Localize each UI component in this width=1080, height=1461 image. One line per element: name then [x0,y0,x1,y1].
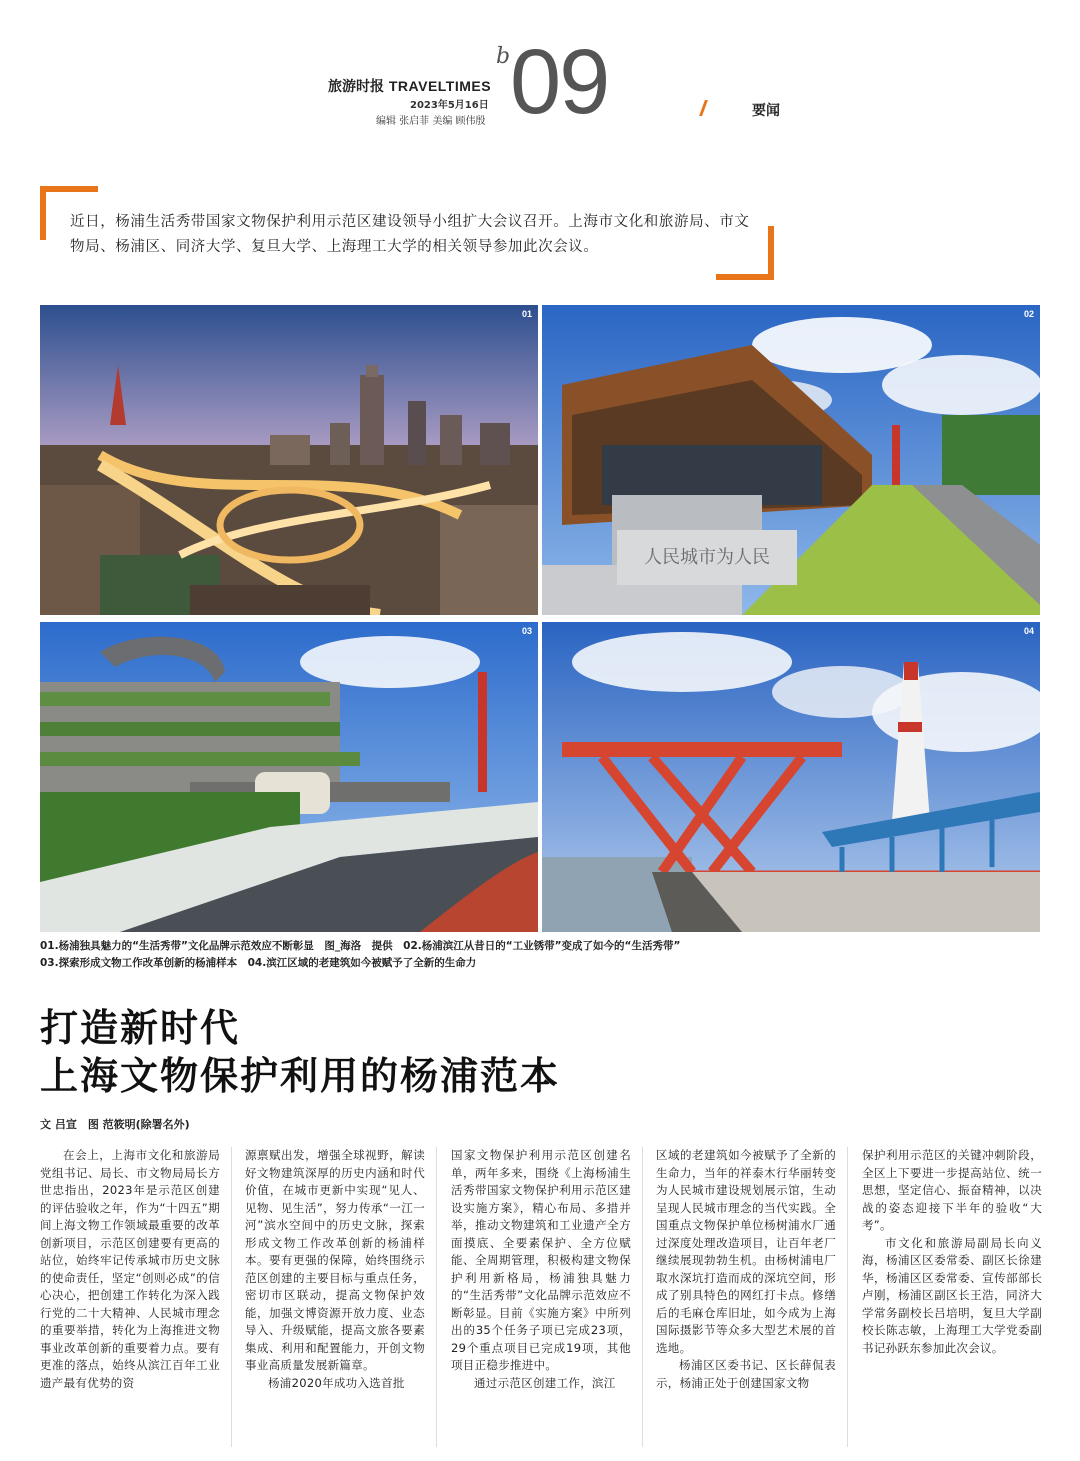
caption-line-1: 01.杨浦独具魅力的“生活秀带”文化品牌示范效应不断彰显 图_海洛 提供 02.杨浦滨江从昔日的“工业锈带”变成了如今的“生活秀带” [40,940,681,952]
article-column-2 [245,1147,425,1392]
masthead-paper-name [328,76,491,96]
paragraph: 保护利用示范区的关键冲刺阶段，全区上下要进一步提高站位、统一思想，坚定信心、振奋精神，以决战的姿态迎接下半年的验收“大考”。 [862,1148,1042,1232]
headline-line-1: 打造新时代 [40,1005,241,1050]
paragraph: 源禀赋出发，增强全球视野，解读好文物建筑深厚的历史内涵和时代价值，在城市更新中实现“见人、见物、见生活”，努力传承“一江一河”滨水空间中的历史文脉，探索形成文物工作改革创新的杨浦样本。要有更强的保障，始终围绕示范区创建的主要目标与重点任务，密切市区联动，提高文物保护效能，加强文博资源开放力度、业态导入、升级赋能，提高文旅各要素集成、利用和配置能力，开创文物事业高质量发展新篇章。 [245,1148,425,1372]
issue-date: 2023年5月16日 [410,100,489,111]
article-column-3 [451,1147,631,1392]
bracket-top-left-vertical [40,186,46,240]
paper-name-cn: 旅游时报 [328,79,384,95]
photo-number-01: 01 [521,309,532,319]
paragraph: 杨浦2020年成功入选首批 [268,1375,405,1390]
caption-line-2: 03.探索形成文物工作改革创新的杨浦样本 04.滨江区域的老建筑如今被赋予了全新的生命力 [40,957,477,969]
article-column-4 [656,1147,836,1392]
paragraph: 区域的老建筑如今被赋予了全新的生命力，当年的祥泰木行华丽转变为人民城市建设规划展示馆，生动呈现人民城市理念的当代实践。全国重点文物保护单位杨树浦水厂通过深度处理改造项目，让百年老厂继续展现勃勃生机。由杨树浦电厂取水深坑打造而成的深坑空间，形成了别具特色的网红打卡点。修缮后的毛麻仓库旧址，如今成为上海国际摄影节等众多大型艺术展的首选地。 [656,1148,836,1355]
column-divider [642,1147,643,1447]
photo-01-highway-interchange [40,305,538,615]
byline: 文 吕宣 图 范筱明(除署名外) [40,1118,190,1131]
page-number: 09 [510,31,609,133]
headline-line-2: 上海文物保护利用的杨浦范本 [40,1053,561,1098]
editor-credits: 编辑 张启菲 美编 顾伟殷 [376,116,486,127]
photo-03-green-building [40,622,538,932]
paragraph: 杨浦区区委书记、区长薛侃表示，杨浦正处于创建国家文物 [656,1358,836,1390]
paragraph: 国家文物保护利用示范区创建名单，两年多来，围绕《上海杨浦生活秀带国家文物保护利用示范区建设实施方案》，精心布局、多措并举，推动文物建筑和工业遗产全方面摸底、全要素保护、全方位赋能、全周期管理，积极构建文物保护利用新格局，杨浦独具魅力的“生活秀带”文化品牌示范效应不断彰显。目前《实施方案》中所列出的35个任务子项已完成23项，29个重点项目已完成19项，其他项目正稳步推进中。 [451,1148,631,1372]
headline [40,1004,560,1100]
paragraph: 通过示范区创建工作，滨江 [474,1375,616,1390]
column-divider [436,1147,437,1447]
article-column-5 [862,1147,1042,1357]
photo-02-riverside-pavilion [542,305,1040,615]
page-letter: b [496,44,511,69]
paper-name-en: TRAVELTIMES [388,78,492,94]
lede-paragraph: 近日，杨浦生活秀带国家文物保护利用示范区建设领导小组扩大会议召开。上海市文化和旅游局、市文物局、杨浦区、同济大学、复旦大学、上海理工大学的相关领导参加此次会议。 [70,214,750,255]
bracket-bottom-right-vertical [768,226,774,280]
column-divider [847,1147,848,1447]
photo-number-03: 03 [521,626,532,636]
section-name: 要闻 [752,103,780,119]
paragraph: 在会上，上海市文化和旅游局党组书记、局长、市文物局局长方世忠指出，2023年是示范区创建的评估验收之年，作为“十四五”期间上海文物工作领域最重要的改革创新项目，示范区创建要有更高的站位，始终牢记传承城市历史文脉的使命责任，坚定“创则必成”的信心决心，把创建工作转化为深入践行党的二十大精神、人民城市理念的重要举措，转化为上海推进文物事业改革创新的重要着力点。要有更准的落点，始终从滨江百年工业遗产最有优势的资 [40,1148,220,1390]
section-divider-slash [699,100,708,116]
article-column-1 [40,1147,220,1392]
photo-number-02: 02 [1023,309,1034,319]
sign-text: 人民城市为人民 [644,547,770,568]
paragraph: 市文化和旅游局副局长向义海，杨浦区区委常委、副区长徐建华，杨浦区区委常委、宣传部部长卢刚，杨浦区副区长王浩，同济大学常务副校长吕培明，复旦大学副校长陈志敏，上海理工大学党委副书记孙跃东参加此次会议。 [862,1235,1042,1355]
bracket-bottom-right [716,274,774,280]
photo-04-red-cranes [542,622,1040,932]
column-divider [231,1147,232,1447]
photo-number-04: 04 [1023,626,1034,636]
bracket-top-left [40,186,98,192]
photo-captions [40,938,1040,972]
